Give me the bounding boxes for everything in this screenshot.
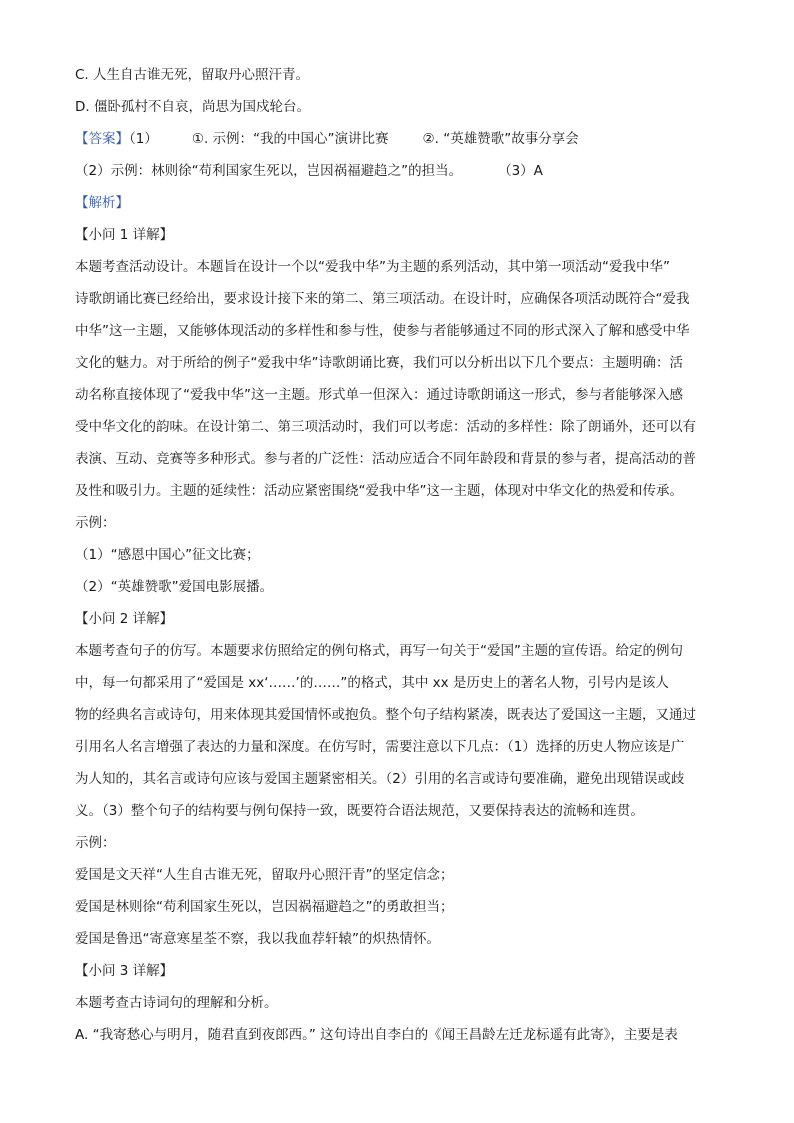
answer-tag: 【答案】 (75, 131, 129, 147)
q2-line: 引用名人名言增强了表达的力量和深度。在仿写时，需要注意以下几点：（1）选择的历史人物应该是广 (75, 739, 685, 755)
q1-line: 及性和吸引力。主题的延续性：活动应紧密围绕“爱我中华”这一主题，体现对中华文化的热爱和传承。 (75, 483, 683, 499)
q1-heading: 【小问 1 详解】 (75, 227, 174, 243)
answer-part2: （2）示例：林则徐“苟利国家生死以，岂因祸福避趋之”的担当。 (75, 163, 463, 179)
q2-example: 爱国是文天祥“人生自古谁无死，留取丹心照汗青”的坚定信念； (75, 867, 454, 883)
q1-line: 文化的魅力。对于所给的例子“爱我中华”诗歌朗诵比赛，我们可以分析出以下几个要点：主题明确：活 (75, 355, 683, 371)
q2-example: 爱国是鲁迅“寄意寒星荃不察，我以我血荐轩辕”的炽热情怀。 (75, 931, 440, 947)
q1-line: 本题考查活动设计。本题旨在设计一个以“爱我中华”为主题的系列活动，其中第一项活动“爱我中华” (75, 259, 670, 275)
q1-example: （2）“英雄赞歌”爱国电影展播。 (75, 579, 274, 595)
option-d: D. 僵卧孤村不自哀，尚思为国戍轮台。 (75, 99, 310, 115)
q2-line: 物的经典名言或诗句，用来体现其爱国情怀或抱负。整个句子结构紧凑，既表达了爱国这一主题，又通过 (75, 707, 696, 723)
q1-line: 动名称直接体现了“爱我中华”这一主题。形式单一但深入：通过诗歌朗诵这一形式，参与者能够深入感 (75, 387, 683, 403)
q2-line: 中，每一句都采用了“爱国是 xx‘……’的……”的格式，其中 xx 是历史上的著名人物，引号内是该人 (75, 675, 669, 691)
q1-line: 受中华文化的韵味。在设计第二、第三项活动时，我们可以考虑：活动的多样性：除了朗诵外，还可以有 (75, 419, 696, 435)
answer-part3: （3）A (498, 163, 543, 179)
q2-example-label: 示例： (75, 835, 116, 851)
q1-line: 诗歌朗诵比赛已经给出，要求设计接下来的第二、第三项活动。在设计时，应确保各项活动既符合“爱我 (75, 291, 690, 307)
option-c: C. 人生自古谁无死，留取丹心照汗青。 (75, 67, 310, 83)
q2-line: 本题考查句子的仿写。本题要求仿照给定的例句格式，再写一句关于“爱国”主题的宣传语。给定的例句 (75, 643, 683, 659)
q2-heading: 【小问 2 详解】 (75, 611, 174, 627)
analysis-tag: 【解析】 (75, 195, 129, 211)
q2-line: 义。（3）整个句子的结构要与例句保持一致，既要符合语法规范，又要保持表达的流畅和连贯。 (75, 803, 644, 819)
q2-line: 为人知的，其名言或诗句应该与爱国主题紧密相关。（2）引用的名言或诗句要准确，避免出现错误或歧 (75, 771, 685, 787)
answer-line-1 (75, 129, 723, 149)
q1-example-label: 示例： (75, 515, 116, 531)
answer-item-1: ①. 示例：“我的中国心”演讲比赛 (191, 131, 389, 147)
answer-item-2: ②. “英雄赞歌”故事分享会 (422, 131, 579, 147)
q1-line: 中华”这一主题，又能够体现活动的多样性和参与性，使参与者能够通过不同的形式深入了解和感受中华 (75, 323, 690, 339)
q1-example: （1）“感恩中国心”征文比赛； (75, 547, 260, 563)
q3-heading: 【小问 3 详解】 (75, 963, 174, 979)
answer-line-2 (75, 161, 723, 181)
q3-option-a: A. “我寄愁心与明月，随君直到夜郎西。” 这句诗出自李白的《闻王昌龄左迁龙标遥有此寄》，主要是表 (75, 1027, 678, 1043)
q3-intro: 本题考查古诗词句的理解和分析。 (75, 995, 278, 1011)
answer-part1-prefix: （1） (129, 131, 158, 147)
q2-example: 爱国是林则徐“苟利国家生死以，岂因祸福避趋之”的勇敢担当； (75, 899, 454, 915)
q1-line: 表演、互动、竞赛等多种形式。参与者的广泛性：活动应适合不同年龄段和背景的参与者，提高活动的普 (75, 451, 696, 467)
